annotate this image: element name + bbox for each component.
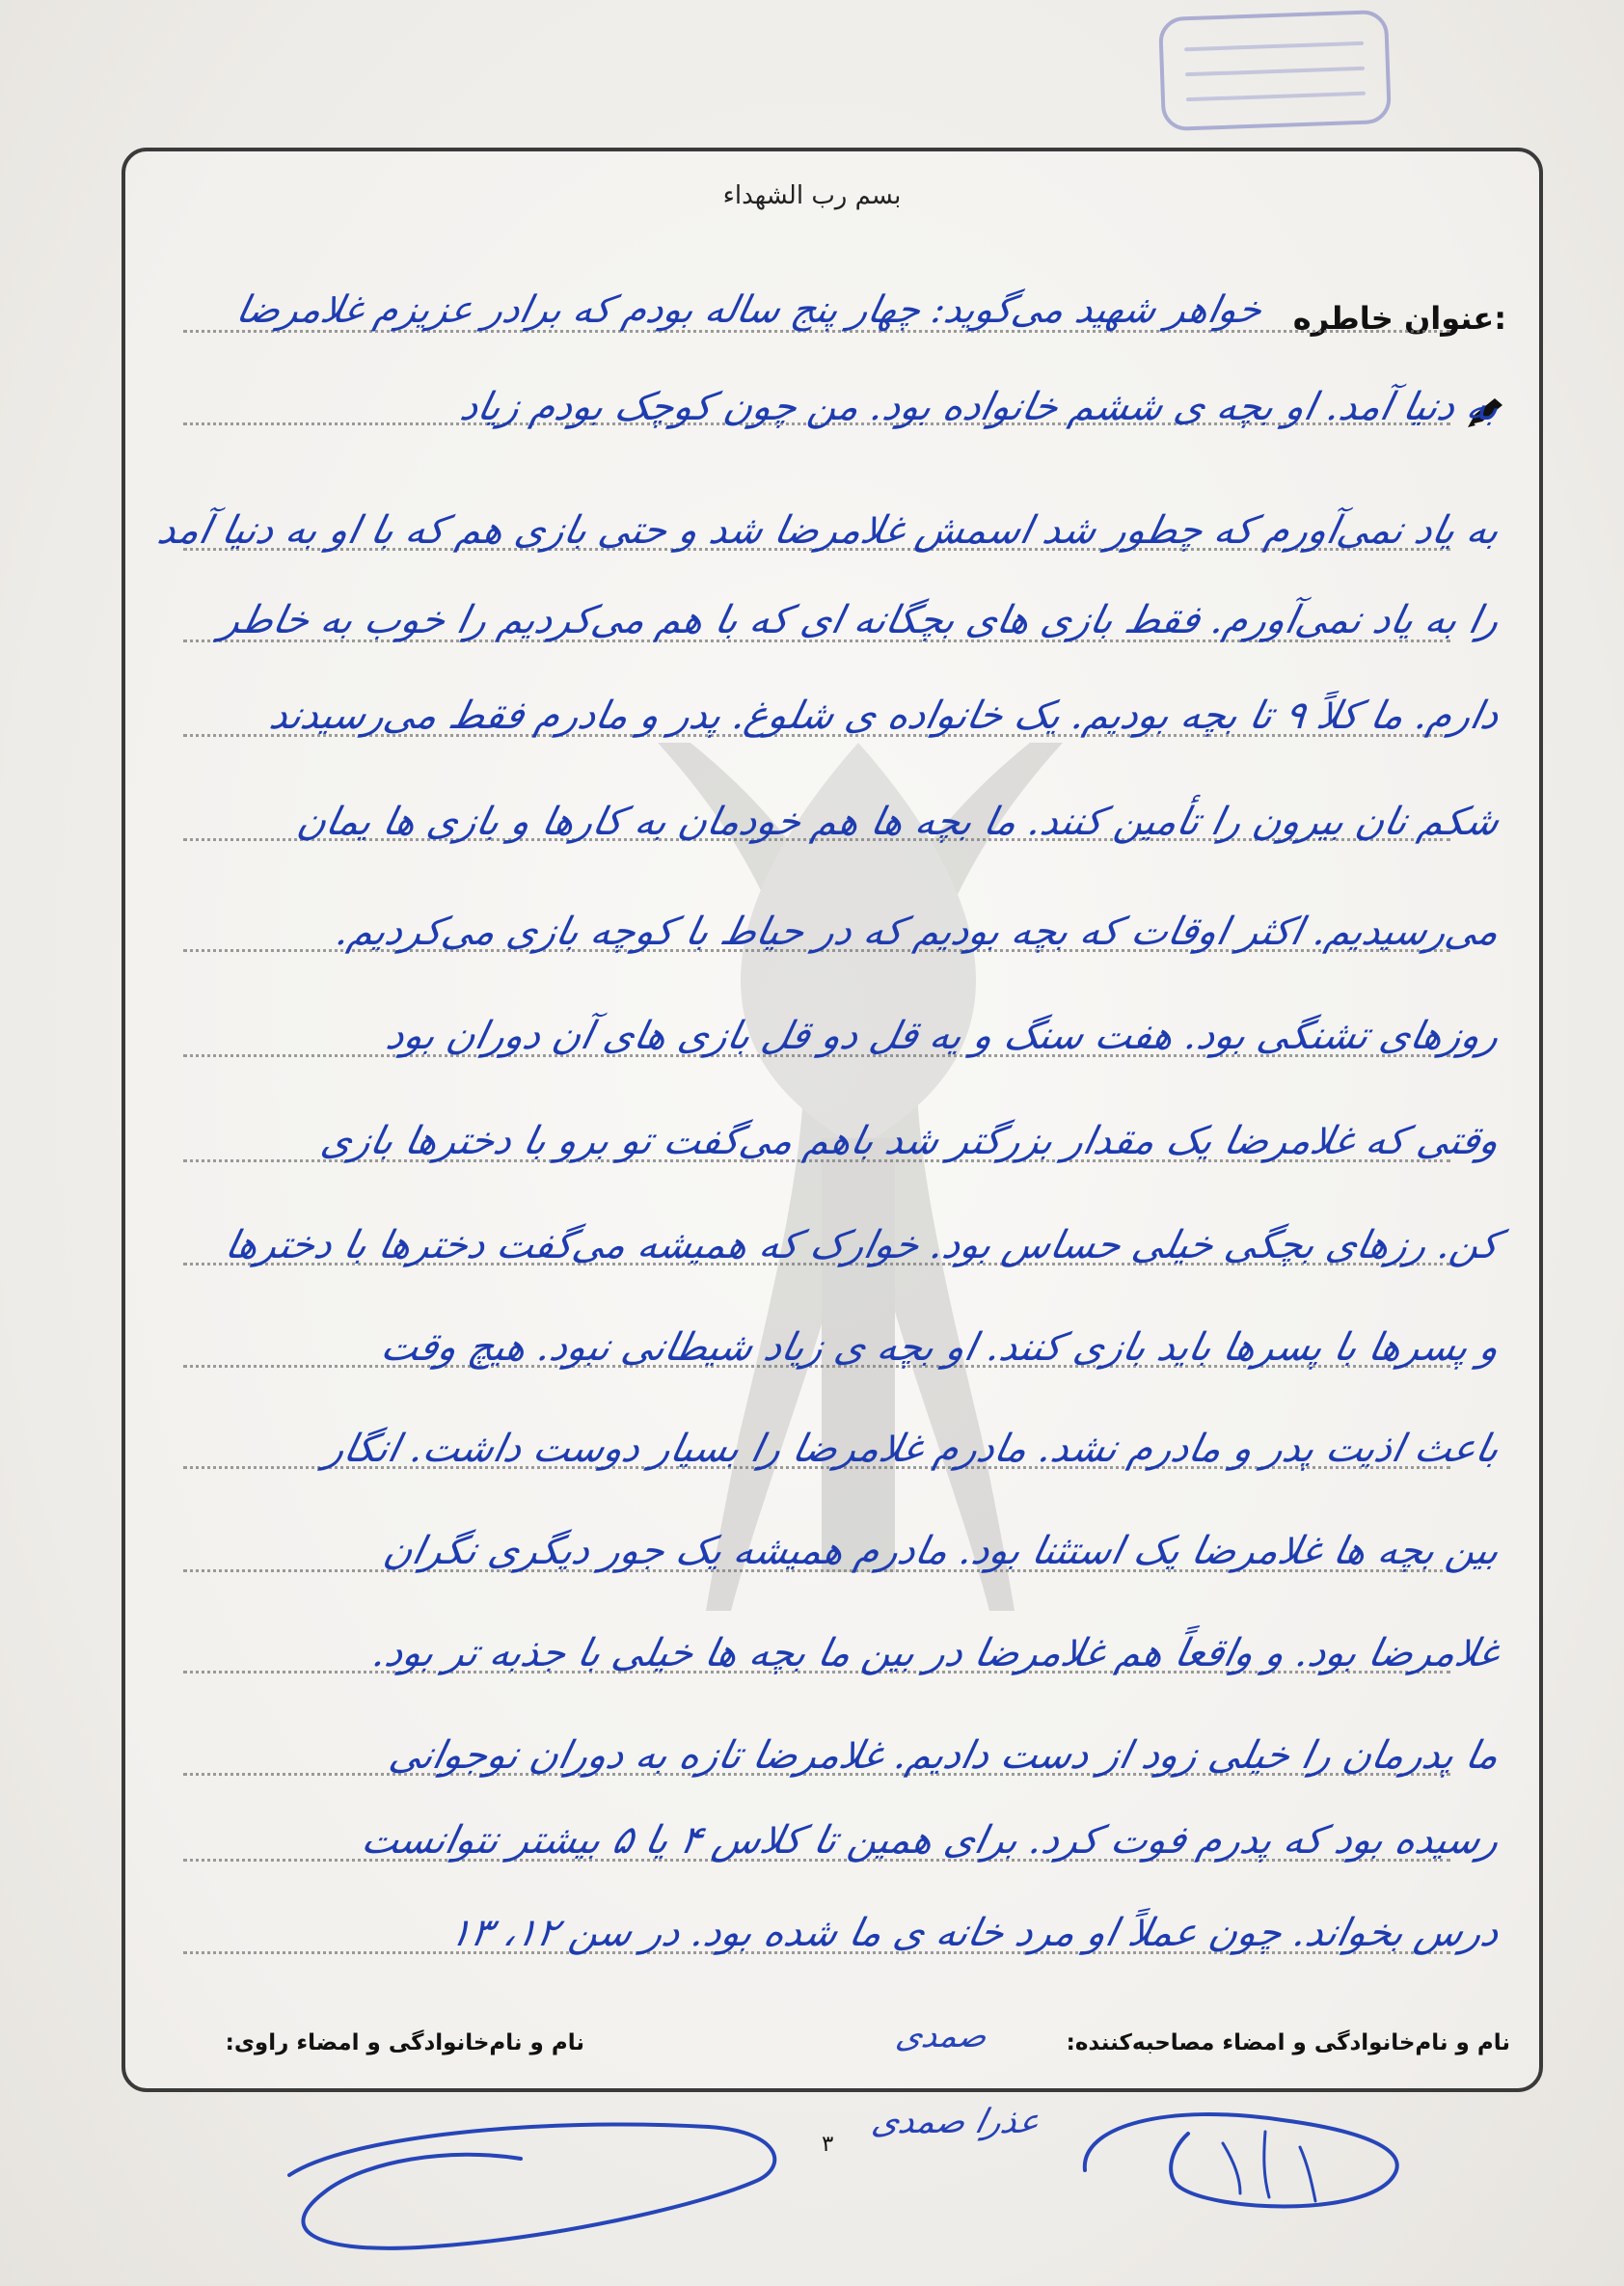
handwritten-line: رسیده بود که پدرم فوت کرد. برای همین تا کلاس ۴ یا ۵ بیشتر نتوانست xyxy=(358,1818,1503,1863)
page-title: بسم رب الشهداء xyxy=(722,181,902,210)
narrator-label: نام و نام‌خانوادگی و امضاء راوی: xyxy=(225,2030,584,2055)
handwritten-line: می‌رسیدیم. اکثر اوقات که بچه بودیم که در حیاط با کوچه بازی می‌کردیم. xyxy=(332,910,1503,954)
memory-title-label: عنوان خاطره: xyxy=(1292,300,1506,337)
stamp xyxy=(1158,10,1392,131)
handwritten-line: کن. رزهای بچگی خیلی حساس بود. خوارک که همیشه می‌گفت دخترها با دخترها xyxy=(221,1223,1503,1267)
interviewer-label: نام و نام‌خانوادگی و امضاء مصاحبه‌کننده: xyxy=(1066,2030,1510,2055)
handwritten-line: به دنیا آمد. او بچه ی ششم خانواده بود. من چون کوچک بودم زیاد xyxy=(456,385,1503,429)
handwritten-line: را به یاد نمی‌آورم. فقط بازی های بچگانه ای که با هم می‌کردیم را خوب به خاطر xyxy=(216,598,1503,642)
handwritten-line: غلامرضا بود. و واقعاً هم غلامرضا در بین ما بچه ها خیلی با جذبه تر بود. xyxy=(368,1631,1503,1675)
handwritten-line: شکم نان بیرون را تأمین کنند. ما بچه ها هم خودمان به کارها و بازی ها یمان xyxy=(293,800,1503,844)
page-number: ۳ xyxy=(822,2132,834,2157)
handwritten-line: باعث اذیت پدر و مادرم نشد. مادرم غلامرضا را بسیار دوست داشت. انگار xyxy=(320,1427,1503,1471)
handwritten-line: دارم. ما کلاً ۹ تا بچه بودیم. یک خانواده ی شلوغ. پدر و مادرم فقط می‌رسیدند xyxy=(265,694,1503,738)
handwritten-line: و پسرها با پسرها باید بازی کنند. او بچه ی زیاد شیطانی نبود. هیچ وقت xyxy=(377,1325,1503,1370)
handwritten-line: روزهای تشنگی بود. هفت سنگ و یه قل دو قل بازی های آن دوران بود xyxy=(382,1014,1503,1058)
handwritten-line: درس بخواند. چون عملاً او مرد خانه ی ما شده بود. در سن ۱۲، ۱۳ xyxy=(446,1911,1503,1955)
interviewer-name: صمدی xyxy=(892,2017,991,2055)
handwritten-line: خواهر شهید می‌گوید: چهار پنج ساله بودم که برادر عزیزم غلامرضا xyxy=(231,288,1266,332)
handwritten-line: ما پدرمان را خیلی زود از دست دادیم. غلامرضا تازه به دوران نوجوانی xyxy=(385,1733,1503,1778)
handwritten-line: وقتی که غلامرضا یک مقدار بزرگتر شد باهم می‌گفت تو برو با دخترها بازی xyxy=(316,1119,1503,1163)
narrator-name: عذرا صمدی xyxy=(868,2103,1044,2141)
handwritten-line: به یاد نمی‌آورم که چطور شد اسمش غلامرضا شد و حتی بازی هم که با او به دنیا آمد xyxy=(153,508,1503,553)
handwritten-line: بین بچه ها غلامرضا یک استثنا بود. مادرم همیشه یک جور دیگری نگران xyxy=(379,1529,1503,1573)
